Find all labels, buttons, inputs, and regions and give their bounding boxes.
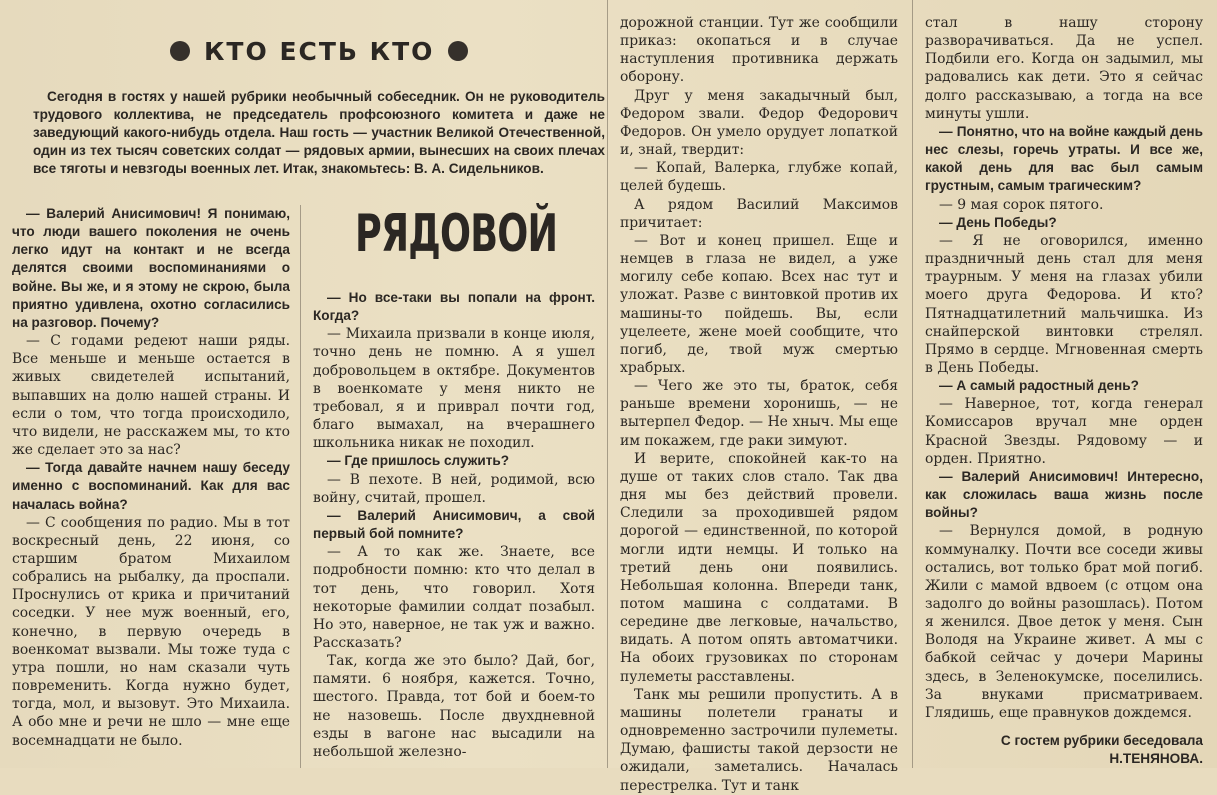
interview-question: — А самый радостный день? bbox=[939, 378, 1139, 394]
interview-paragraph: — А то как же. Знаете, все подробности помню: кто что делал в тот день, что говорил. Хотя некоторые фамилии солдат позабыл. Но это, наверное, не так уж и важно. Рассказать? bbox=[313, 544, 595, 651]
interview-paragraph: — Наверное, тот, когда генерал Комиссаров вручал мне орден Красной Звезды. Рядовому — и орден. Приятно. bbox=[925, 396, 1203, 467]
interview-paragraph: И верите, спокойней как-то на душе от таких слов стало. Так два дня мы без действий провели. Следили за проходившей рядом дорогой — единственной, по которой могли идти немцы. И только на третий день они появились. Небольшая колонна. Впереди танк, потом машина с солдатами. В середине две легковые, начальство, видать. А потом опять автоматчики. На обоих грузовиках по сторонам пулеметы расставлены. bbox=[620, 450, 898, 685]
interview-paragraph: — Вернулся домой, в родную коммуналку. Почти все соседи живы остались, вот только брат мой погиб. Жили с мамой вдвоем (с отцом она задолго до войны разошлась). Потом я женился. Двое деток у меня. Сын Володя на Украине живет. А мы с бабкой сейчас у дочери Марины здесь, в Зеленокумске, поселились. За внуками присматриваем. Глядишь, еще правнуков дождемся. bbox=[925, 523, 1203, 721]
article-headline: РЯДОВОЙ bbox=[355, 204, 558, 264]
column-rule bbox=[912, 0, 913, 768]
interview-paragraph: дорожной станции. Тут же сообщили приказ: окопаться и в случае наступления противника держать оборону. bbox=[620, 15, 898, 86]
interview-paragraph: — Я не оговорился, именно праздничный день стал для меня траурным. У меня на глазах убили моего друга Федорова. И кто? Пятнадцатилетний мальчишка. Из снайперской винтовки стрелял. Прямо в сердце. Мгновенная смерть в День Победы. bbox=[925, 232, 1203, 376]
interview-paragraph: — Копай, Валерка, глубже копай, целей будешь. bbox=[620, 160, 898, 195]
author-signature: С гостем рубрики беседовала Н.ТЕНЯНОВА. bbox=[1000, 733, 1203, 767]
text-column-2 bbox=[313, 289, 595, 765]
interview-paragraph: стал в нашу сторону разворачиваться. Да не успел. Подбили его. Когда он задымил, мы радовались как дети. Это я сейчас долго рассказываю, а тогда на все минуты ушли. bbox=[925, 15, 1203, 122]
interview-paragraph: — С годами редеют наши ряды. Все меньше и меньше остается в живых свидетелей испытаний, выпавших на долю нашей страны. И если о том, что тогда происходило, что видели, не расскажем мы, то кто же сделает это за нас? bbox=[12, 333, 290, 459]
column-rule bbox=[607, 0, 608, 768]
interview-question: — Валерий Анисимович! Интересно, как сложилась ваша жизнь после войны? bbox=[925, 468, 1203, 521]
interview-question: — Где пришлось служить? bbox=[327, 453, 510, 469]
text-column-4 bbox=[925, 14, 1203, 766]
interview-paragraph: А рядом Василий Максимов причитает: bbox=[620, 196, 898, 231]
interview-question: — Но все-таки вы попали на фронт. Когда? bbox=[313, 290, 595, 324]
interview-paragraph: — 9 мая сорок пятого. bbox=[939, 196, 1104, 213]
interview-question: — Понятно, что на войне каждый день нес слезы, горечь утраты. И все же, какой день для вас был самым грустным, самым трагическим? bbox=[925, 123, 1203, 194]
interview-question: — Валерий Анисимович, а свой первый бой помните? bbox=[313, 507, 595, 542]
rubric-title: КТО ЕСТЬ КТО bbox=[204, 36, 435, 66]
interview-question: — Тогда давайте начнем нашу беседу именно с воспоминаний. Как для вас началась война? bbox=[12, 460, 290, 512]
interview-paragraph: — В пехоте. В ней, родимой, всю войну, считай, прошел. bbox=[313, 471, 595, 506]
rubric-header bbox=[170, 30, 470, 72]
interview-paragraph: — Вот и конец пришел. Еще и немцев в глаза не видел, а уже могилу себе копаю. Всех нас тут и уложат. Разве с винтовкой против их машины-то пойдешь. Вы, если уцелеете, жене моей сообщите, что погиб, де, твой муж смертью храбрых. bbox=[620, 232, 898, 376]
intro-paragraph: Сегодня в гостях у нашей рубрики необычный собеседник. Он не руководитель трудового коллектива, не председатель профсоюзного комитета и даже не заведующий какого-нибудь отдела. Наш гость — участник Великой Отечественной, один из тех тысяч советских солдат — рядовых армии, вынесших на своих плечах все тяготы и невзгоды военных лет. Итак, знакомьтесь: В. А. Сидельников. bbox=[33, 89, 605, 177]
text-column-1 bbox=[12, 205, 290, 765]
interview-question: — День Победы? bbox=[939, 214, 1057, 230]
column-rule bbox=[300, 205, 301, 768]
text-column-3 bbox=[620, 14, 898, 794]
interview-paragraph: Друг у меня закадычный был, Федором звали. Федор Федорович Федоров. Он умело орудует лопаткой и, знай, твердит: bbox=[620, 87, 898, 159]
interview-paragraph: Так, когда же это было? Дай, бог, памяти. 6 ноября, кажется. Точно, шестого. Правда, тот бой и боем-то не назовешь. После двухдневной езды в вагоне нас высадили на небольшой железно- bbox=[313, 653, 595, 760]
bullet-right-icon bbox=[448, 41, 468, 61]
interview-paragraph: — С сообщения по радио. Мы в тот воскресный день, 22 июня, со старшим братом Михаилом собрались на рыбалку, да проспали. Проснулись от крика и причитаний соседки. У нее муж военный, его, конечно, в первую очередь в военкомат вызвали. Мы тоже туда с утра пошли, но нам сказали чуть повременить. Когда нужно будет, тогда, мол, и вызовут. Это Михаила. А обо мне и речи не шло — мне еще восемнадцати не было. bbox=[12, 514, 290, 749]
interview-question: — Валерий Анисимович! Я понимаю, что люди вашего поколения не очень легко идут на контакт и не всегда делятся своими воспоминаниями о войне. Вы же, и я этому не скрою, была приятно удивлена, охотно согласились на разговор. Почему? bbox=[12, 206, 290, 330]
interview-paragraph: Танк мы решили пропустить. А в машины полетели гранаты и одновременно застрочили пулеметы. Думаю, фашисты такой дерзости не ожидали, заметались. Началась перестрелка. Тут и танк bbox=[620, 686, 898, 794]
interview-paragraph: — Чего же это ты, браток, себя раньше времени хоронишь, — не вытерпел Федор. — Не хныч. Мы еще им покажем, где раки зимуют. bbox=[620, 378, 898, 449]
interview-paragraph: — Михаила призвали в конце июля, точно день не помню. А я ушел добровольцем в октябре. Документов в военкомате у меня никто не требовал, я и приврал почти год, благо вымахал, на вчерашнего школьника никак не походил. bbox=[313, 326, 595, 452]
bullet-left-icon bbox=[170, 41, 190, 61]
